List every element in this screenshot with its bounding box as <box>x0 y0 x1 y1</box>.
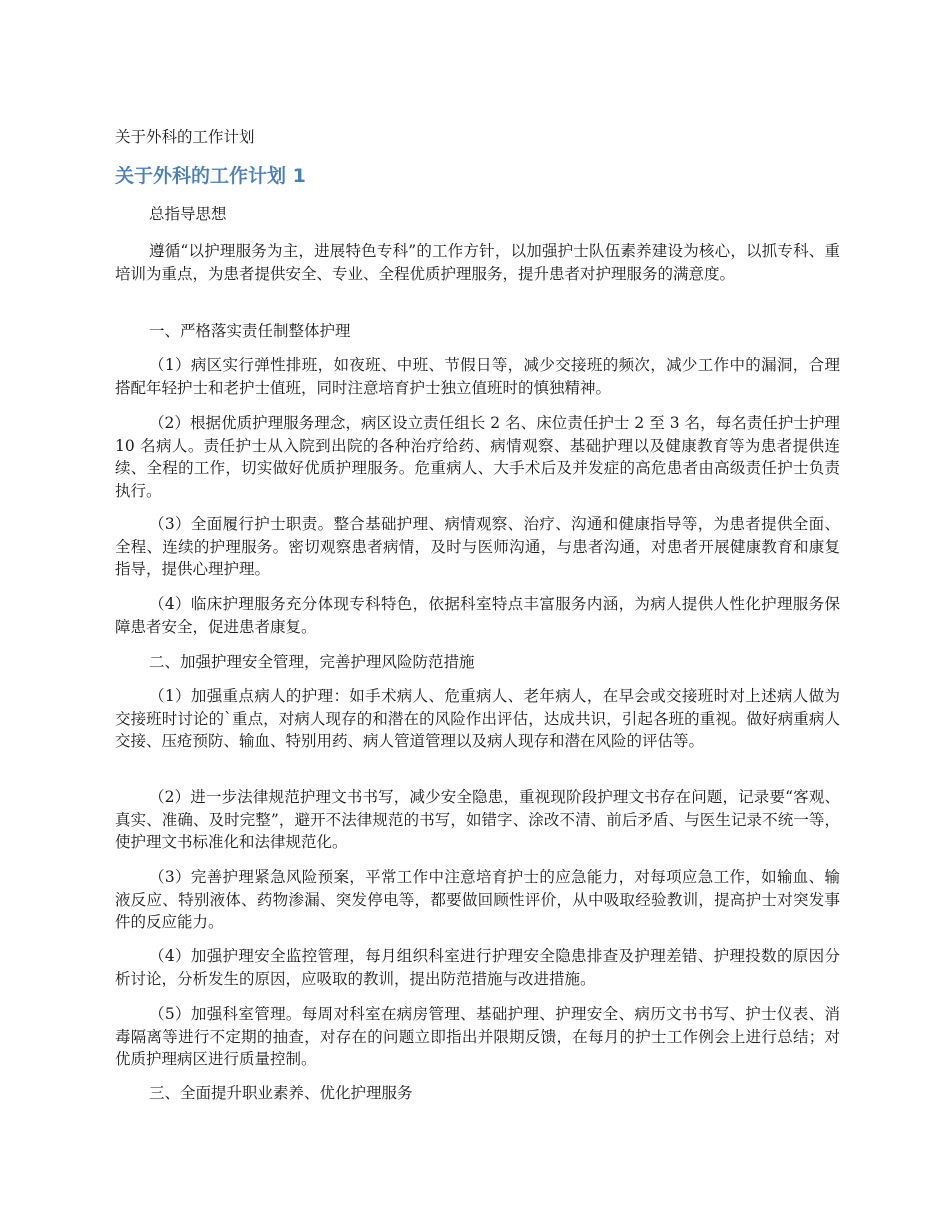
paragraph-1-1: （1）病区实行弹性排班，如夜班、中班、节假日等，减少交接班的频次，减少工作中的漏洞，合理搭配年轻护士和老护士值班，同时注意培育护士独立值班时的慎独精神。 <box>115 356 840 397</box>
document-title: 关于外科的工作计划 <box>115 128 255 146</box>
paragraph-2-2: （2）进一步法律规范护理文书书写，减少安全隐患，重视现阶段护理文书存在问题，记录要“客观、真实、准确、及时完整”，避开不法律规范的书写，如错字、涂改不清、前后矛盾、与医生记录不统一等，使护理文书标准化和法律规范化。 <box>115 788 840 851</box>
paragraph-1-3: （3）全面履行护士职责。整合基础护理、病情观察、治疗、沟通和健康指导等，为患者提供全面、全程、连续的护理服务。密切观察患者病情，及时与医师沟通，与患者沟通，对患者开展健康教育和康复指导，提供心理护理。 <box>115 515 840 578</box>
section-three-title: 三、全面提升职业素养、优化护理服务 <box>149 1084 413 1102</box>
section-two-title: 二、加强护理安全管理，完善护理风险防范措施 <box>149 653 475 671</box>
paragraph-2-3: （3）完善护理紧急风险预案，平常工作中注意培育护士的应急能力，对每项应急工作，如输血、输液反应、特别液体、药物渗漏、突发停电等，都要做回顾性评价，从中吸取经验教训，提高护士对突发事件的反应能力。 <box>115 868 840 931</box>
paragraph-1-2: （2）根据优质护理服务理念，病区设立责任组长 2 名、床位责任护士 2 至 3 名，每名责任护士护理 10 名病人。责任护士从入院到出院的各种治疗给药、病情观察、基础护理以及健康教育等为患者提供连续、全程的工作，切实做好优质护理服务。危重病人、大手术后及并发症的高危患者由高级责任护士负责执行。 <box>115 414 840 500</box>
paragraph-2-4: （4）加强护理安全监控管理，每月组织科室进行护理安全隐患排查及护理差错、护理投数的原因分析讨论，分析发生的原因，应吸取的教训，提出防范措施与改进措施。 <box>115 947 840 988</box>
section-heading: 关于外科的工作计划 1 <box>115 165 306 187</box>
paragraph-guiding-idea: 总指导思想 <box>149 205 227 223</box>
paragraph-1-4: （4）临床护理服务充分体现专科特色，依据科室特点丰富服务内涵，为病人提供人性化护理服务保障患者安全，促进患者康复。 <box>115 595 840 636</box>
paragraph-principle: 遵循“以护理服务为主，进展特色专科”的工作方针，以加强护士队伍素养建设为核心，以抓专科、重培训为重点，为患者提供安全、专业、全程优质护理服务，提升患者对护理服务的满意度。 <box>115 242 840 283</box>
paragraph-2-5: （5）加强科室管理。每周对科室在病房管理、基础护理、护理安全、病历文书书写、护士仪表、消毒隔离等进行不定期的抽查，对存在的问题立即指出并限期反馈，在每月的护士工作例会上进行总结；对优质护理病区进行质量控制。 <box>115 1005 840 1068</box>
section-one-title: 一、严格落实责任制整体护理 <box>149 322 351 340</box>
paragraph-2-1: （1）加强重点病人的护理：如手术病人、危重病人、老年病人，在早会或交接班时对上述病人做为交接班时讨论的`重点，对病人现存的和潜在的风险作出评估，达成共识，引起各班的重视。做好病重病人交接、压疮预防、输血、特别用药、病人管道管理以及病人现存和潜在风险的评估等。 <box>115 687 840 750</box>
